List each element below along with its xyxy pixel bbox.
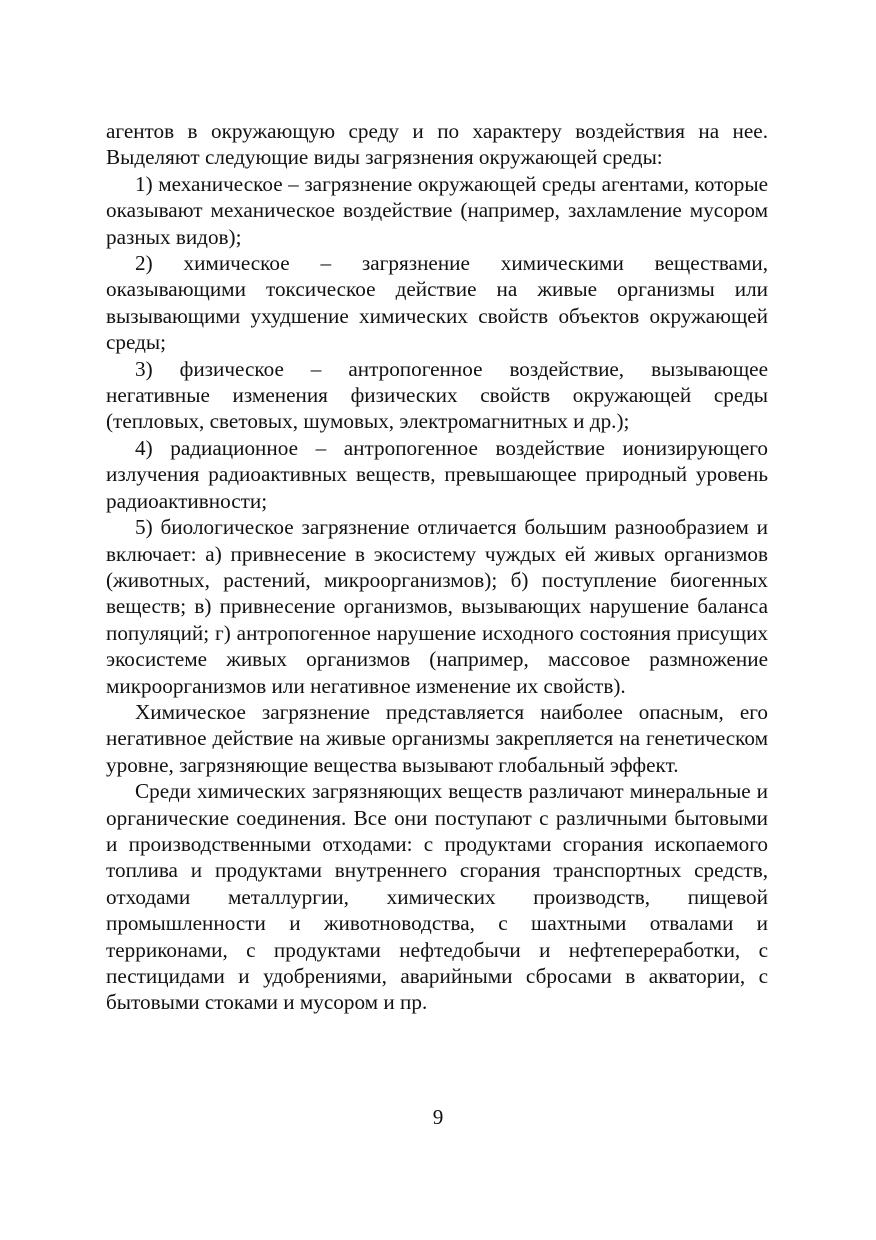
paragraph-biological-pollution: 5) биологическое загрязнение отличается большим разнообразием и включает: а) привнесение в экосистему чуждых ей живых организмов (животных, растений, микроорганизмов); б) поступление биогенных веществ; в) привнесение организмов, вызывающих нарушение баланса популяций; г) антропогенное нарушение исходного состояния присущих экосистеме живых организмов (например, массовое размножение микроорганизмов или негативное изменение их свойств). bbox=[106, 515, 768, 698]
paragraph-intro-continuation: агентов в окружающую среду и по характеру воздействия на нее. Выделяют следующие виды загрязнения окружающей среды: bbox=[106, 119, 768, 170]
body-text bbox=[106, 118, 768, 1016]
paragraph-mechanical-pollution: 1) механическое – загрязнение окружающей среды агентами, которые оказывают механическое воздействие (например, захламление мусором разных видов); bbox=[106, 171, 768, 249]
paragraph-physical-pollution: 3) физическое – антропогенное воздействие, вызывающее негативные изменения физических свойств окружающей среды (тепловых, световых, шумовых, электромагнитных и др.); bbox=[106, 356, 768, 434]
page-number: 9 bbox=[432, 1105, 444, 1129]
paragraph-radiation-pollution: 4) радиационное – антропогенное воздействие ионизирующего излучения радиоактивных веществ, превышающее природный уровень радиоактивности; bbox=[106, 435, 768, 513]
paragraph-chemical-pollution: 2) химическое – загрязнение химическими веществами, оказывающими токсическое действие на живые организмы или вызывающими ухудшение химических свойств объектов окружающей среды; bbox=[106, 251, 768, 355]
paragraph-chemical-danger: Химическое загрязнение представляется наиболее опасным, его негативное действие на живые организмы закрепляется на генетическом уровне, загрязняющие вещества вызывают глобальный эффект. bbox=[106, 699, 768, 777]
paragraph-chemical-substances: Среди химических загрязняющих веществ различают минеральные и органические соединения. Все они поступают с различными бытовыми и производственными отходами: с продуктами сгорания ископаемого топлива и продуктами внутреннего сгорания транспортных средств, отходами металлургии, химических производств, пищевой промышленности и животноводства, с шахтными отвалами и терриконами, с продуктами нефтедобычи и нефтепереработки, с пестицидами и удобрениями, аварийными сбросами в акватории, с бытовыми стоками и мусором и пр. bbox=[106, 779, 768, 1015]
